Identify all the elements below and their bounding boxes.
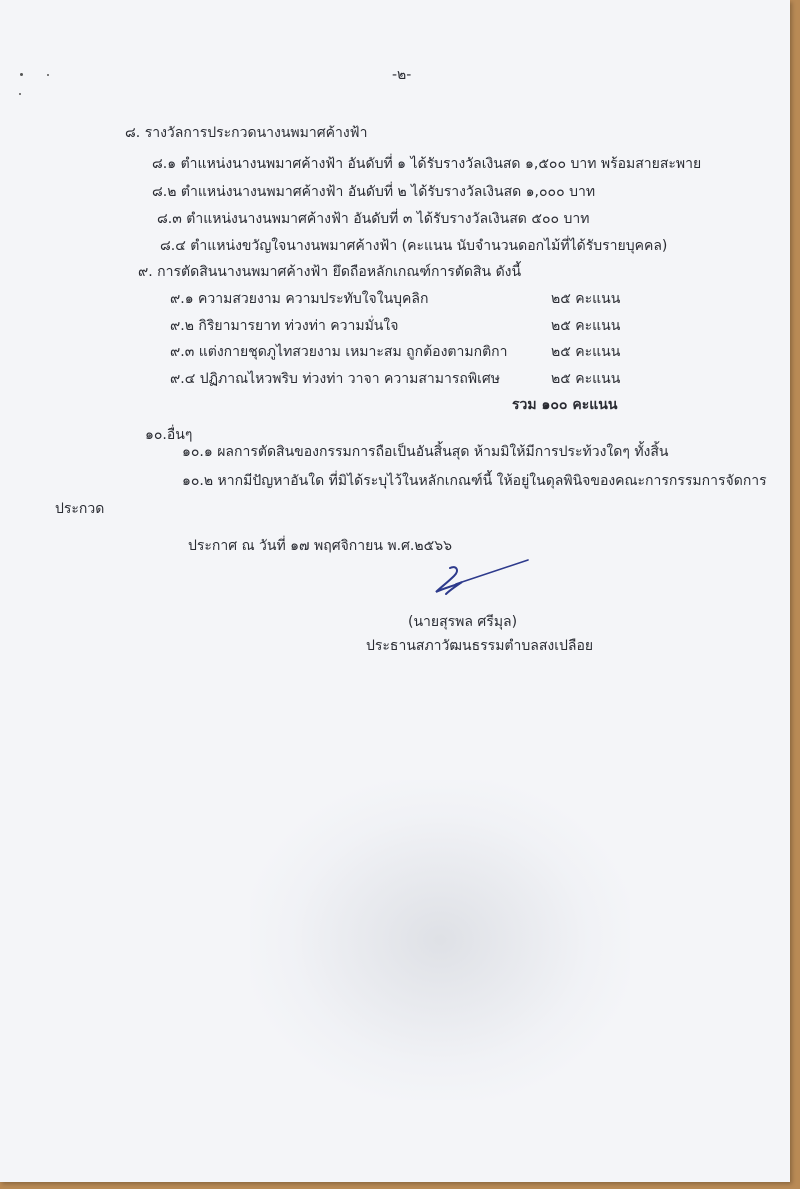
criteria-score: ๒๕ คะแนน — [551, 291, 621, 307]
section10-heading: ๑๐.อื่นๆ — [145, 427, 193, 443]
criteria-label: ๙.๒ กิริยามารยาท ท่วงท่า ความมั่นใจ — [170, 318, 399, 334]
signatory-name: (นายสุรพล ศรีมุล) — [408, 614, 518, 630]
section9-heading: ๙. การตัดสินนางนพมาศค้างฟ้า ยึดถือหลักเกณฑ์การตัดสิน ดังนี้ — [138, 264, 522, 280]
section10-item: ๑๐.๒ หากมีปัญหาอันใด ที่มิได้ระบุไว้ในหลักเกณฑ์นี้ ให้อยู่ในดุลพินิจของคณะการกรรมการจัดการ — [182, 473, 767, 489]
section8-item: ๘.๒ ตำแหน่งนางนพมาศค้างฟ้า อันดับที่ ๒ ได้รับรางวัลเงินสด ๑,๐๐๐ บาท — [152, 184, 596, 200]
announcement-date: ประกาศ ณ วันที่ ๑๗ พฤศจิกายน พ.ศ.๒๕๖๖ — [188, 538, 452, 554]
section8-item: ๘.๑ ตำแหน่งนางนพมาศค้างฟ้า อันดับที่ ๑ ได้รับรางวัลเงินสด ๑,๕๐๐ บาท พร้อมสายสะพาย — [152, 156, 702, 172]
section8-item: ๘.๔ ตำแหน่งขวัญใจนางนพมาศค้างฟ้า (คะแนน นับจำนวนดอกไม้ที่ได้รับรายบุคคล) — [160, 238, 668, 254]
signature-image — [420, 558, 540, 598]
criteria-total: รวม ๑๐๐ คะแนน — [512, 397, 618, 413]
section8-item: ๘.๓ ตำแหน่งนางนพมาศค้างฟ้า อันดับที่ ๓ ได้รับรางวัลเงินสด ๕๐๐ บาท — [157, 211, 590, 227]
criteria-score: ๒๕ คะแนน — [551, 371, 621, 387]
speck-mark — [19, 93, 21, 95]
section10-item: ๑๐.๑ ผลการตัดสินของกรรมการถือเป็นอันสิ้นสุด ห้ามมิให้มีการประท้วงใดๆ ทั้งสิ้น — [182, 444, 669, 460]
speck-mark — [20, 73, 23, 76]
speck-mark — [47, 74, 49, 76]
section8-heading: ๘. รางวัลการประกวดนางนพมาศค้างฟ้า — [125, 125, 368, 141]
signatory-position: ประธานสภาวัฒนธรรมตำบลสงเปลือย — [366, 638, 594, 654]
criteria-label: ๙.๓ แต่งกายชุดภูไทสวยงาม เหมาะสม ถูกต้องตามกติกา — [170, 344, 508, 360]
criteria-label: ๙.๑ ความสวยงาม ความประทับใจในบุคลิก — [170, 291, 429, 307]
criteria-label: ๙.๔ ปฏิภาณไหวพริบ ท่วงท่า วาจา ความสามารถพิเศษ — [170, 371, 500, 387]
blurred-smudge — [250, 780, 630, 1100]
criteria-score: ๒๕ คะแนน — [551, 318, 621, 334]
section10-continuation: ประกวด — [55, 501, 105, 517]
criteria-score: ๒๕ คะแนน — [551, 344, 621, 360]
page-number: -๒- — [392, 67, 412, 83]
